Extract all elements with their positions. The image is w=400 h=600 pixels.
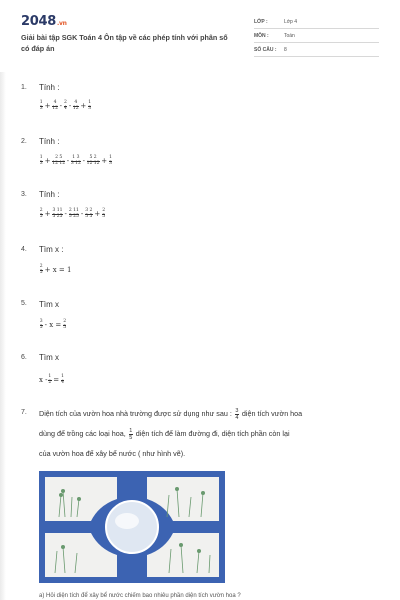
meta-row-subject xyxy=(254,30,379,43)
question-label: Tính : xyxy=(39,190,60,199)
text-line-1: Diện tích của vườn hoa nhà trường được sử dụng như sau : $\frac{3}{4}$ diện tích vườn hoa xyxy=(39,407,303,421)
question-part-a: a) Hỏi diện tích để xây bể nước chiếm bao nhiêu phần diện tích vườn hoa ? xyxy=(39,593,241,599)
expression: $\frac{2}{5}$ + $\frac{3 11}{5 25}$ - $\frac{2 11}{5 25}$ - $\frac{3 2}{5 5}$ + $\frac{2}{5}$ xyxy=(39,208,106,219)
meta-key: MÔN : xyxy=(254,33,269,39)
meta-key: SỐ CÂU : xyxy=(254,47,277,53)
question-label: Tìm x : xyxy=(39,245,64,254)
question-number: 7. xyxy=(21,409,27,416)
expression: $\frac{1}{3}$ + $\frac{2 5}{12 12}$ - $\frac{1 3}{3 12}$ - $\frac{5 2}{12 12}$ + $\frac{1}{3}$ xyxy=(39,155,112,166)
text-line-3: của vườn hoa để xây bể nước ( như hình vẽ). xyxy=(39,449,186,458)
meta-row-grade xyxy=(254,16,379,29)
expression: x - $\frac{1}{2}$ = $\frac{1}{4}$ xyxy=(39,374,64,385)
question-number: 1. xyxy=(21,84,27,91)
page-header xyxy=(0,0,400,72)
page-shadow xyxy=(0,72,6,600)
question-label: Tìm x xyxy=(39,353,59,362)
text-line-2: dùng để trồng các loại hoa, $\frac{1}{5}$ diện tích để làm đường đi, diện tích phần còn lại xyxy=(39,427,290,441)
meta-row-question-count xyxy=(254,44,379,57)
expression: $\frac{2}{5}$ + x = 1 xyxy=(39,264,72,275)
question-number: 3. xyxy=(21,191,27,198)
question-label: Tìm x xyxy=(39,300,59,309)
question-label: Tính : xyxy=(39,137,60,146)
question-label: Tính : xyxy=(39,83,60,92)
question-number: 4. xyxy=(21,246,27,253)
logo-suffix: .vn xyxy=(56,20,67,27)
garden-illustration xyxy=(39,471,225,583)
expression: $\frac{3}{5}$ - x = $\frac{2}{5}$ xyxy=(39,319,67,330)
expression: $\frac{1}{3}$ + $\frac{4}{12}$ - $\frac{2}{4}$ - $\frac{4}{12}$ + $\frac{1}{3}$ xyxy=(39,100,92,111)
meta-value: 8 xyxy=(284,47,287,53)
document-title: Giải bài tập SGK Toán 4 Ôn tập về các phép tính với phân số có đáp án xyxy=(21,33,228,53)
meta-value: Lớp 4 xyxy=(284,19,298,25)
question-text xyxy=(39,404,384,464)
question-number: 2. xyxy=(21,138,27,145)
logo-text: 2048 xyxy=(21,14,56,29)
site-logo[interactable] xyxy=(21,14,67,29)
question-number: 6. xyxy=(21,354,27,361)
meta-key: LỚP : xyxy=(254,19,268,25)
question-number: 5. xyxy=(21,300,27,307)
meta-value: Toán xyxy=(284,33,295,39)
